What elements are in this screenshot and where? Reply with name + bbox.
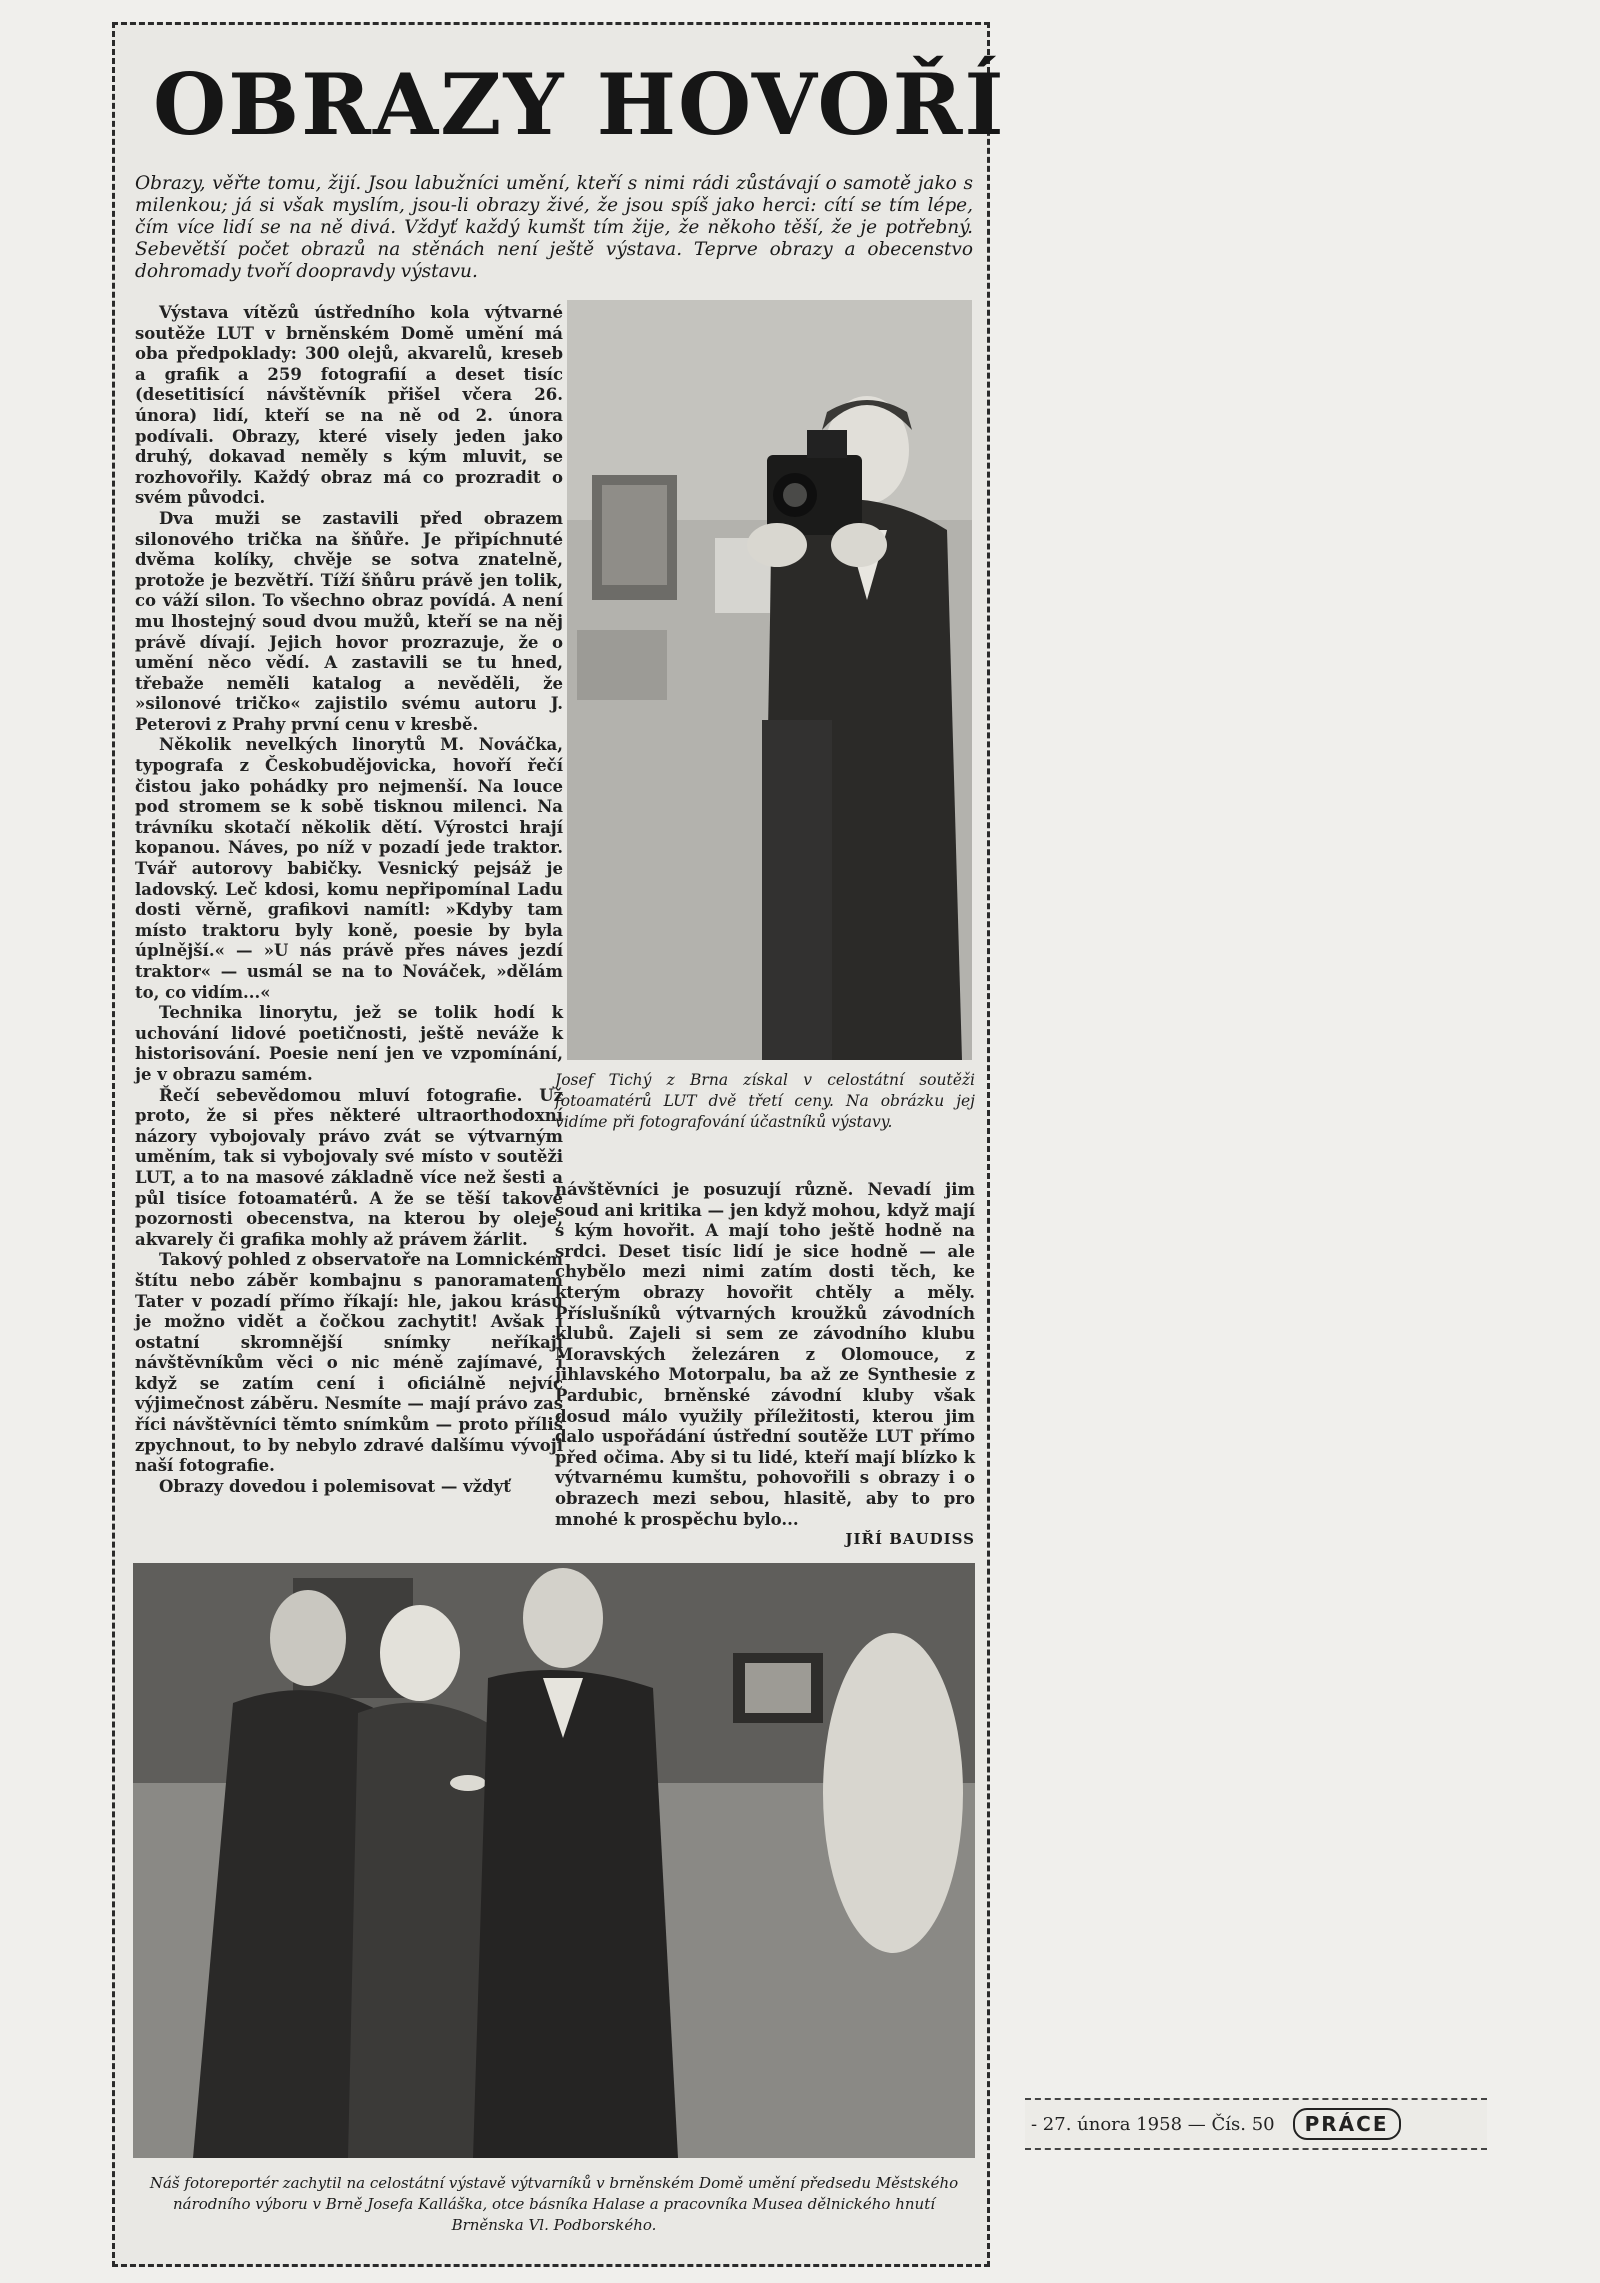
paragraph: Obrazy dovedou i polemisovat — vždyť	[159, 1476, 511, 1496]
paragraph: návštěvníci je posuzují různě. Nevadí jim soud ani kritika — jen když mohou, když mají s kým hovořit. A mají toho ještě hodně na srdci. Deset tisíc lidí je sice hodně — ale chybělo mezi nimi zatím dosti těch, ke kterým obrazy hovořit chtěly a měly. Příslušníků výtvarných kroužků závodních klubů. Zajeli si sem ze závodního klubu Moravských železáren z Olomouce, z jihlavského Motorpalu, ba až ze Synthesie z Pardubic, brněnské závodní kluby však dosud málo využily příležitosti, kterou jim dalo uspořádání ústřední soutěže LUT přímo před očima. Aby si tu lidé, kteří mají blízko k výtvarnému kumštu, pohovořili s obrazy i o obrazech mezi sebou, hlasitě, aby to pro mnohé k prospěchu bylo...	[555, 1180, 975, 1529]
paragraph: Výstava vítězů ústředního kola výtvarné soutěže LUT v brněnském Domě umění má oba předpoklady: 300 olejů, akvarelů, kreseb a grafik a 259 fotografií a deset tisíc (desetitisící návštěvník přišel včera 26. února) lidí, kteří se na ně od 2. února podívali. Obrazy, které visely jeden jako druhý, dokavad neměly s kým mluvit, se rozhovořily. Každý obraz má co prozradit o svém původci.	[135, 303, 563, 508]
photo-visitors	[133, 1563, 975, 2158]
headline: OBRAZY HOVOŘÍ	[153, 55, 1006, 154]
issue-date: - 27. února 1958 — Čís. 50	[1031, 2113, 1275, 2135]
newspaper-logo: PRÁCE	[1293, 2108, 1401, 2140]
photographer-illustration	[567, 300, 972, 1060]
paragraph: Několik nevelkých linorytů M. Nováčka, typografa z Českobudějovicka, hovoří řečí čistou jako pohádky pro nejmenší. Na louce pod stromem se k sobě tisknou milenci. Na trávníku skotačí několik dětí. Výrostci hrají kopanou. Náves, po níž v pozadí jede traktor. Tvář autorovy babičky. Vesnický pejsáž je ladovský. Leč kdosi, komu nepřipomínal Ladu dosti věrně, grafikovi namítl: »Kdyby tam místo traktoru byly koně, poesie by byla úplnější.« — »U nás právě přes náves jezdí traktor« — usmál se na to Nováček, »dělám to, co vidím...«	[135, 735, 563, 1002]
article-column-left	[135, 303, 563, 1497]
article-column-right	[555, 1180, 975, 1530]
paragraph: Takový pohled z observatoře na Lomnickém štítu nebo záběr kombajnu s panoramatem Tater v pozadí přímo říkají: hle, jakou krásu je možno vidět a čočkou zachytit! Avšak i ostatní skromnější snímky neříkají návštěvníkům věci o nic méně zajímavé, i když se zatím cení i oficiálně nejvíc výjimečnost záběru. Nesmíte — mají právo zas říci návštěvníci těmto snímkům — proto příliš zpychnout, to by nebylo zdravé dalšímu vývoji naší fotografie.	[135, 1250, 563, 1476]
paragraph: Technika linorytu, jež se tolik hodí k uchování lidové poetičnosti, ještě neváže k historisování. Poesie není jen ve vzpomínání, je v obrazu samém.	[135, 1003, 563, 1084]
paragraph: Řečí sebevědomou mluví fotografie. Už proto, že si přes některé ultraorthodoxní názory vybojovaly právo zvát se výtvarným uměním, tak si vybojovaly své místo v soutěži LUT, a to na masové základně více než šesti a půl tisíce fotoamatérů. A že se těší takové pozornosti obecenstva, na kterou by oleje, akvarely či grafika mohly až právem žárlit.	[135, 1085, 563, 1249]
visitors-illustration	[133, 1563, 975, 2158]
photo-caption-1: Josef Tichý z Brna získal v celostátní soutěži fotoamatérů LUT dvě třetí ceny. Na obrázku jej vidíme při fotografování účastníků výstavy.	[555, 1071, 975, 1131]
photo-caption-2: Náš fotoreportér zachytil na celostátní výstavě výtvarníků v brněnském Domě umění předsedu Městského národního výboru v Brně Josefa Kalláška, otce básníka Halase a pracovníka Musea dělnického hnutí Brněnska Vl. Podborského.	[149, 2174, 959, 2234]
author-signature: JIŘÍ BAUDISS	[845, 1530, 975, 1548]
dateline	[1025, 2098, 1487, 2150]
photo-photographer	[567, 300, 972, 1060]
paragraph: Dva muži se zastavili před obrazem silonového trička na šňůře. Je připíchnuté dvěma kolíky, chvěje se sotva znatelně, protože je bezvětří. Tíží šňůru právě jen tolik, co váží silon. To všechno obraz povídá. A není mu lhostejný soud dvou mužů, kteří se na něj právě dívají. Jejich hovor prozrazuje, že o umění něco vědí. A zastavili se tu hned, třebaže neměli katalog a nevěděli, že »silonové tričko« zajistilo svému autoru J. Peterovi z Prahy první cenu v kresbě.	[135, 508, 563, 734]
lead-paragraph: Obrazy, věřte tomu, žijí. Jsou labužníci umění, kteří s nimi rádi zůstávají o samotě jako s milenkou; já si však myslím, jsou-li obrazy živé, že jsou spíš jako herci: cítí se tím lépe, čím více lidí se na ně divá. Vždyť každý kumšt tím žije, že někoho těší, že je potřebný. Sebevětší počet obrazů na stěnách není ještě výstava. Teprve obrazy a obecenstvo dohromady tvoří doopravdy výstavu.	[135, 173, 973, 282]
newspaper-clipping	[112, 22, 1006, 2267]
